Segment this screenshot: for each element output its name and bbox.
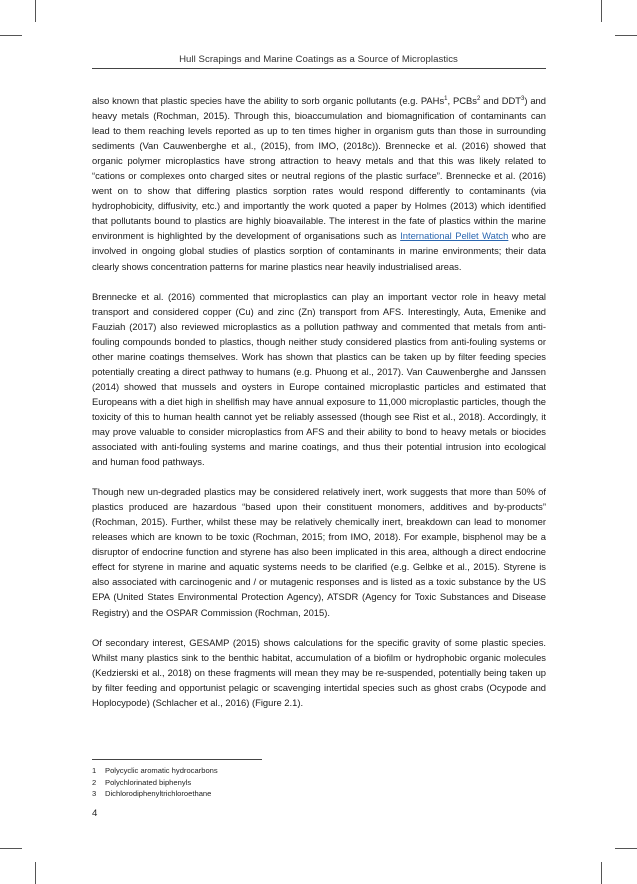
footnote-text: Polycyclic aromatic hydrocarbons [105, 766, 218, 775]
body-text [92, 93, 546, 725]
paragraph-1-text-b: , PCBs [447, 95, 477, 106]
crop-mark-bottom-left-vertical [35, 862, 36, 884]
paragraph-3: Though new un-degraded plastics may be considered relatively inert, work suggests that more than 50% of plastics produced are hazardous “based upon their constituent monomers, additives and by-products” (Rochman, 2015). Further, whilst these may be relatively chemically inert, breakdown can lead to monomer releases which are known to be toxic (Rochman, 2015; from IMO, 2018). For example, bisphenol may be a disruptor of endocrine function and styrene has also been implicated in this area, although a direct endocrine effect for styrene in marine and aquatic systems needs to be clarified (e.g. Gelbke et al., 2015). Styrene is also associated with carcinogenic and / or mutagenic responses and is listed as a toxic substance by the US EPA (United States Environmental Protection Agency), ATSDR (Agency for Toxic Substances and Disease Registry) and the OSPAR Commission (Rochman, 2015). [92, 486, 546, 618]
crop-mark-top-right-vertical [601, 0, 602, 22]
crop-mark-top-right-horizontal [615, 35, 637, 36]
running-header: Hull Scrapings and Marine Coatings as a Source of Microplastics [179, 54, 458, 65]
page-number: 4 [92, 808, 98, 819]
crop-mark-top-left-horizontal [0, 35, 22, 36]
footnote-text: Dichlorodiphenyltrichloroethane [105, 789, 212, 799]
paragraph-1-text-c: and DDT [480, 95, 521, 106]
paragraph-1-text-e: who are involved in ongoing global studies of plastics sorption of contaminants in marine environments; their data clearly shows concentration patterns for marine plastics near heavily industrialised areas. [92, 230, 546, 272]
paragraph-1-text-a: also known that plastic species have the ability to sorb organic pollutants (e.g. PAHs [92, 95, 445, 106]
footnote-rule [92, 759, 262, 760]
international-pellet-watch-link[interactable]: International Pellet Watch [400, 230, 509, 242]
footnote-number: 3 [92, 789, 97, 799]
footnote-number: 2 [92, 777, 97, 787]
footnote-ref-1: 1 [444, 96, 448, 102]
footnote-number: 1 [92, 766, 97, 775]
crop-mark-bottom-right-horizontal [615, 848, 637, 849]
footnote-1 [92, 765, 392, 777]
crop-mark-top-left-vertical [35, 0, 36, 22]
footnote-3 [92, 788, 392, 800]
footnote-2 [92, 777, 392, 789]
footnotes [92, 765, 392, 800]
header-rule [92, 68, 546, 69]
paragraph-4: Of secondary interest, GESAMP (2015) shows calculations for the specific gravity of some plastic species. Whilst many plastics sink to the benthic habitat, accumulation of a biofilm or hydrophobic organic molecules (Kedzierski et al., 2018) on these fragments will mean they may be re-suspended, potentially being taken up by filter feeding and opportunist pelagic or scavenging intertidal species such as ghost crabs (Ocypode and Hoplocypode) (Schlacher et al., 2016) (Figure 2.1). [92, 636, 546, 708]
crop-mark-bottom-right-vertical [601, 862, 602, 884]
paragraph-1-text-d: ) and heavy metals (Rochman, 2015). Through this, bioaccumulation and biomagnification of contaminants can lead to them reaching levels reported as up to ten times higher in organism guts than those in surrounding sediments (Van Cauwenberghe et al., (2015), from IMO, (2018c)). Brennecke et al. (2016) showed that organic polymer microplastics have strong attraction to heavy metals and that this was likely related to “cations or complexes onto charged sites or neutral regions of the plastic surface”. Brennecke et al. (2016) went on to show that differing plastics sorption rates would respond differently to contaminants (via hydrophobicity, diffusivity, etc.) and importantly the work quoted a paper by Holmes (2013) which identified that pollutants bound to plastics are highly bioavailable. The interest in the fate of plastics within the marine environment is highlighted by the development of organisations such as [92, 95, 546, 242]
footnote-ref-3: 3 [520, 96, 525, 102]
paragraph-2: Brennecke et al. (2016) commented that microplastics can play an important vector role in heavy metal transport and considered copper (Cu) and zinc (Zn) transport from AFS. Interestingly, Auta, Emenike and Fauziah (2017) also reviewed microplastics as a pollution pathway and commented that metals from anti-fouling compounds bonded to plastics, though neither study considered plastics from anti-fouling systems or other marine coatings themselves. Work has shown that plastics can be taken up by filter feeding species potentially creating a direct pathway to humans (e.g. Phuong et al., 2017). Van Cauwenberghe and Janssen (2014) showed that mussels and oysters in Europe contained microplastic particles and estimated that Europeans with a diet high in shellfish may have annual exposure to 11,000 microplastic particles, though the toxicity of this to human health cannot yet be reliably assessed (though see Rist et al., 2018). Accordingly, it may prove valuable to consider microplastics from AFS and their ability to bond to heavy metals or biocides associated with anti-fouling systems and marine coatings, and thus their potential intrusion into ecological and human food pathways. [92, 290, 546, 468]
crop-mark-bottom-left-horizontal [0, 848, 22, 849]
footnote-ref-2: 2 [476, 96, 481, 102]
paragraph-1 [92, 93, 546, 274]
footnote-text: Polychlorinated biphenyls [105, 777, 192, 787]
